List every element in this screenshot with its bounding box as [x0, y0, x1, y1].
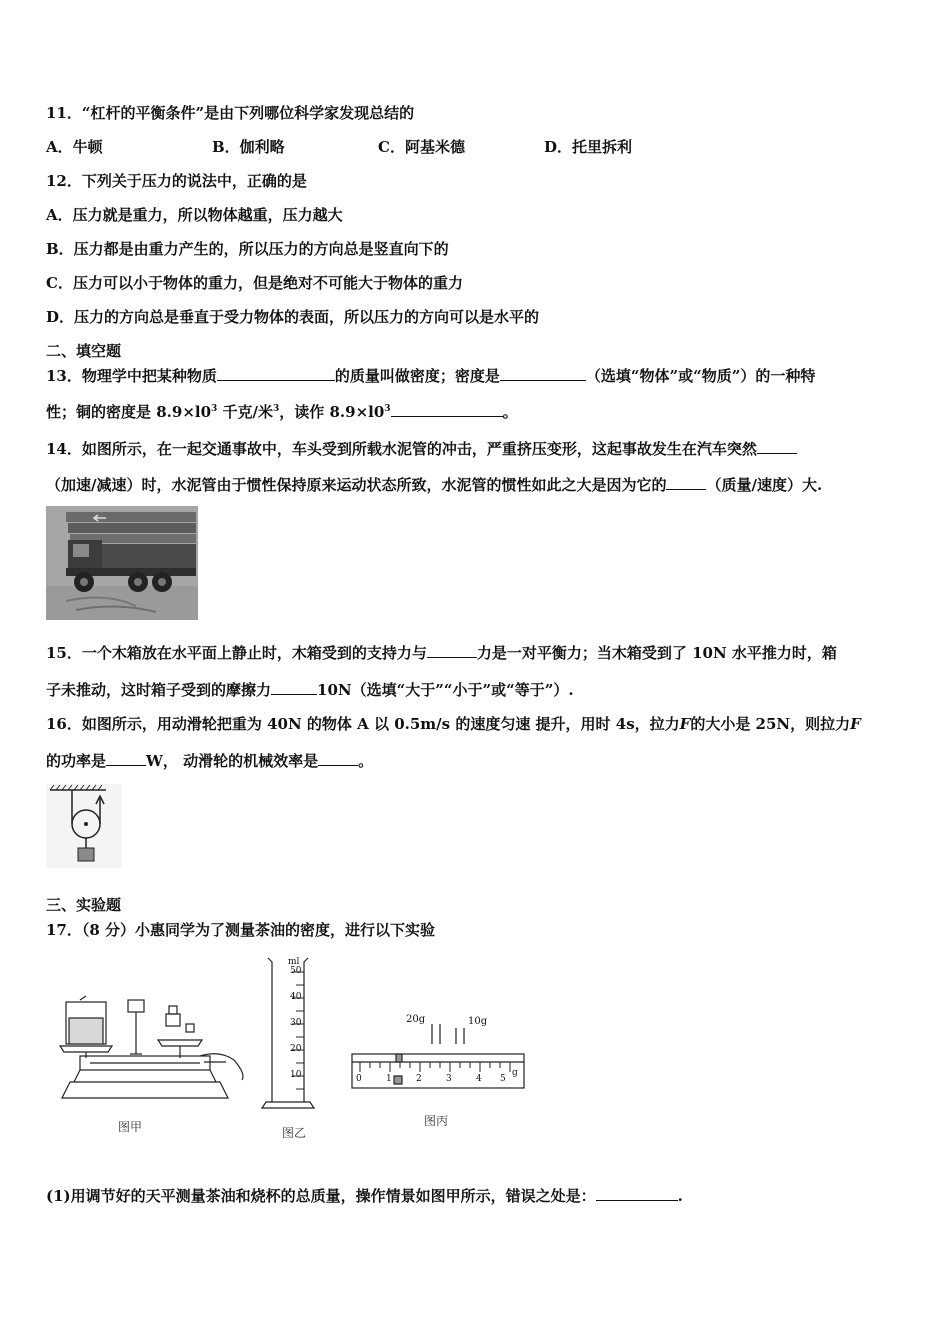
- q16-pulley-figure: [46, 784, 122, 868]
- ruler-tick-2: 2: [416, 1074, 422, 1084]
- q17-balance-figure: [50, 970, 250, 1110]
- q12-option-d: D．压力的方向总是垂直于受力物体的表面，所以压力的方向可以是水平的: [46, 308, 540, 326]
- q16-blank-2[interactable]: [318, 751, 358, 766]
- q15-blank-2[interactable]: [271, 680, 317, 695]
- q12-option-b: B．压力都是由重力产生的，所以压力的方向总是竖直向下的: [46, 240, 449, 258]
- q13-blank-1[interactable]: [217, 366, 335, 381]
- weight-label-20g: 20g: [406, 1014, 426, 1025]
- q12-stem: 12．下列关于压力的说法中，正确的是: [46, 172, 307, 190]
- ruler-tick-4: 4: [476, 1074, 482, 1084]
- cylinder-unit: ml: [288, 957, 300, 967]
- q16-line2: 的功率是 W， 动滑轮的机械效率是 。: [46, 752, 374, 770]
- q11-option-a: A．牛顿: [46, 138, 103, 156]
- q17-weights-ruler-figure: [350, 1010, 530, 1092]
- ruler-tick-3: 3: [446, 1074, 452, 1084]
- q16-line1: 16．如图所示，用动滑轮把重为 40N 的物体 A 以 0.5m/s 的速度匀速 提升，用时 4s，拉力F的大小是 25N，则拉力F: [46, 715, 861, 733]
- q17-caption-jia: 图甲: [118, 1120, 143, 1134]
- q13-line2: 性；铜的密度是 $8.9\times l0^3$ 千克/米$^3$，读作 $8.9\times l0^3$ 。: [46, 403, 518, 421]
- q13-blank-3[interactable]: [391, 402, 503, 417]
- q17-stem: 17．（8 分）小惠同学为了测量茶油的密度，进行以下实验: [46, 921, 436, 939]
- section-heading-fill-blank: 二、填空题: [46, 342, 122, 360]
- q17-blank-1[interactable]: [596, 1186, 678, 1201]
- q15-line2: 子未推动，这时箱子受到的摩擦力 10N（选填“大于”“小于”或“等于”）.: [46, 681, 574, 699]
- q17-cylinder-figure: [258, 952, 320, 1112]
- q11-option-b: B．伽利略: [212, 138, 285, 156]
- q15-line1: 15．一个木箱放在水平面上静止时，木箱受到的支持力与 力是一对平衡力；当木箱受到了 10N 水平推力时，箱: [46, 644, 837, 662]
- cylinder-tick-50: 50: [290, 966, 302, 976]
- ruler-tick-5: 5: [500, 1074, 506, 1084]
- q17-sub1: (1)用调节好的天平测量茶油和烧杯的总质量，操作情景如图甲所示，错误之处是： .: [46, 1187, 683, 1205]
- q12-option-c: C．压力可以小于物体的重力，但是绝对不可能大于物体的重力: [46, 274, 463, 292]
- q16-blank-1[interactable]: [106, 751, 146, 766]
- q17-caption-yi: 图乙: [282, 1126, 307, 1140]
- cylinder-tick-40: 40: [290, 992, 302, 1002]
- q14-line1: 14．如图所示，在一起交通事故中，车头受到所载水泥管的冲击，严重挤压变形，这起事故发生在汽车突然: [46, 439, 797, 459]
- q14-blank-1[interactable]: [757, 439, 797, 454]
- measuring-cylinder-diagram: [258, 952, 320, 1112]
- q13-line1: 13．物理学中把某种物质 的质量叫做密度；密度是 （选填“物体”或“物质”）的一种特: [46, 367, 816, 385]
- cylinder-tick-20: 20: [290, 1044, 302, 1054]
- q13-blank-2[interactable]: [500, 366, 586, 381]
- q17-caption-bing: 图丙: [424, 1114, 449, 1128]
- q11-stem: 11．“杠杆的平衡条件”是由下列哪位科学家发现总结的: [46, 104, 415, 122]
- truck-accident-image: [46, 506, 198, 620]
- cylinder-tick-30: 30: [290, 1018, 302, 1028]
- q15-blank-1[interactable]: [427, 643, 477, 658]
- q12-option-a: A．压力就是重力，所以物体越重，压力越大: [46, 206, 343, 224]
- movable-pulley-diagram: [46, 784, 122, 868]
- cylinder-tick-10: 10: [290, 1070, 302, 1080]
- weight-label-10g: 10g: [468, 1016, 488, 1027]
- q14-line2: （加速/减速）时，水泥管由于惯性保持原来运动状态所致，水泥管的惯性如此之大是因为它的 （质量/速度）大.: [46, 476, 823, 494]
- q11-option-c: C．阿基米德: [378, 138, 465, 156]
- q11-option-d: D．托里拆利: [544, 138, 633, 156]
- q14-truck-figure: [46, 506, 198, 620]
- ruler-tick-0: 0: [356, 1074, 362, 1084]
- q14-blank-2[interactable]: [666, 475, 706, 490]
- section-heading-experiment: 三、实验题: [46, 896, 122, 914]
- ruler-unit-g: g: [512, 1068, 518, 1078]
- ruler-tick-1: 1: [386, 1074, 392, 1084]
- balance-diagram: [50, 970, 250, 1110]
